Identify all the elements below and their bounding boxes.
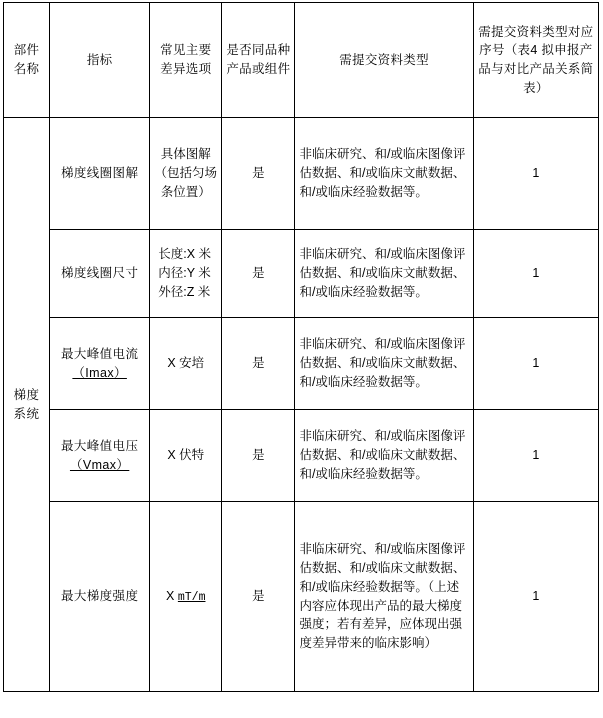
header-material-sequence: 需提交资料类型对应序号（表4 拟申报产品与对比产品关系简表） (473, 3, 598, 118)
metric-main-text: 最大峰值电流 (60, 346, 139, 361)
option-cell: X 伏特 (150, 410, 222, 502)
metric-sub-text: （Imax） (72, 365, 127, 380)
table-row (4, 230, 599, 318)
same-variety-cell: 是 (222, 502, 295, 692)
option-cell: 具体图解（包括匀场条位置） (150, 118, 222, 230)
option-value: X (166, 588, 175, 603)
option-line-length: 长度:X 米 (158, 247, 212, 262)
header-part-name: 部件名称 (4, 3, 50, 118)
material-type-cell: 非临床研究、和/或临床图像评估数据、和/或临床文献数据、和/或临床经验数据等。 (295, 118, 473, 230)
metric-cell (50, 410, 150, 502)
header-common-difference-options: 常见主要差异选项 (150, 3, 222, 118)
material-type-cell: 非临床研究、和/或临床图像评估数据、和/或临床文献数据、和/或临床经验数据等。 (295, 230, 473, 318)
metric-sub-text: （Vmax） (69, 457, 130, 472)
group-cell-gradient-system: 梯度系统 (4, 118, 50, 692)
option-line-outer-diameter: 外径:Z 米 (158, 284, 211, 299)
same-variety-cell: 是 (222, 318, 295, 410)
option-line-inner-diameter: 内径:Y 米 (158, 266, 211, 281)
table-row (4, 502, 599, 692)
sequence-cell: 1 (473, 318, 598, 410)
metric-main-text: 最大峰值电压 (60, 438, 139, 453)
header-metric: 指标 (50, 3, 150, 118)
material-type-cell: 非临床研究、和/或临床图像评估数据、和/或临床文献数据、和/或临床经验数据等。 (295, 410, 473, 502)
table-header-row (4, 3, 599, 118)
option-unit: mT/m (177, 590, 206, 604)
table-row (4, 318, 599, 410)
option-cell: X 安培 (150, 318, 222, 410)
material-type-cell: 非临床研究、和/或临床图像评估数据、和/或临床文献数据、和/或临床经验数据等。（上述内容应体现出产品的最大梯度强度；若有差异，应体现出强度差异带来的临床影响） (295, 502, 473, 692)
metric-cell (50, 318, 150, 410)
sequence-cell: 1 (473, 118, 598, 230)
specification-table (3, 2, 599, 692)
sequence-cell: 1 (473, 230, 598, 318)
header-same-variety: 是否同品种产品或组件 (222, 3, 295, 118)
sequence-cell: 1 (473, 410, 598, 502)
metric-cell: 最大梯度强度 (50, 502, 150, 692)
same-variety-cell: 是 (222, 118, 295, 230)
material-type-cell: 非临床研究、和/或临床图像评估数据、和/或临床文献数据、和/或临床经验数据等。 (295, 318, 473, 410)
same-variety-cell: 是 (222, 410, 295, 502)
metric-cell: 梯度线圈图解 (50, 118, 150, 230)
metric-cell: 梯度线圈尺寸 (50, 230, 150, 318)
table-row (4, 410, 599, 502)
header-material-type: 需提交资料类型 (295, 3, 473, 118)
sequence-cell: 1 (473, 502, 598, 692)
same-variety-cell: 是 (222, 230, 295, 318)
table-row (4, 118, 599, 230)
option-cell (150, 230, 222, 318)
option-cell (150, 502, 222, 692)
